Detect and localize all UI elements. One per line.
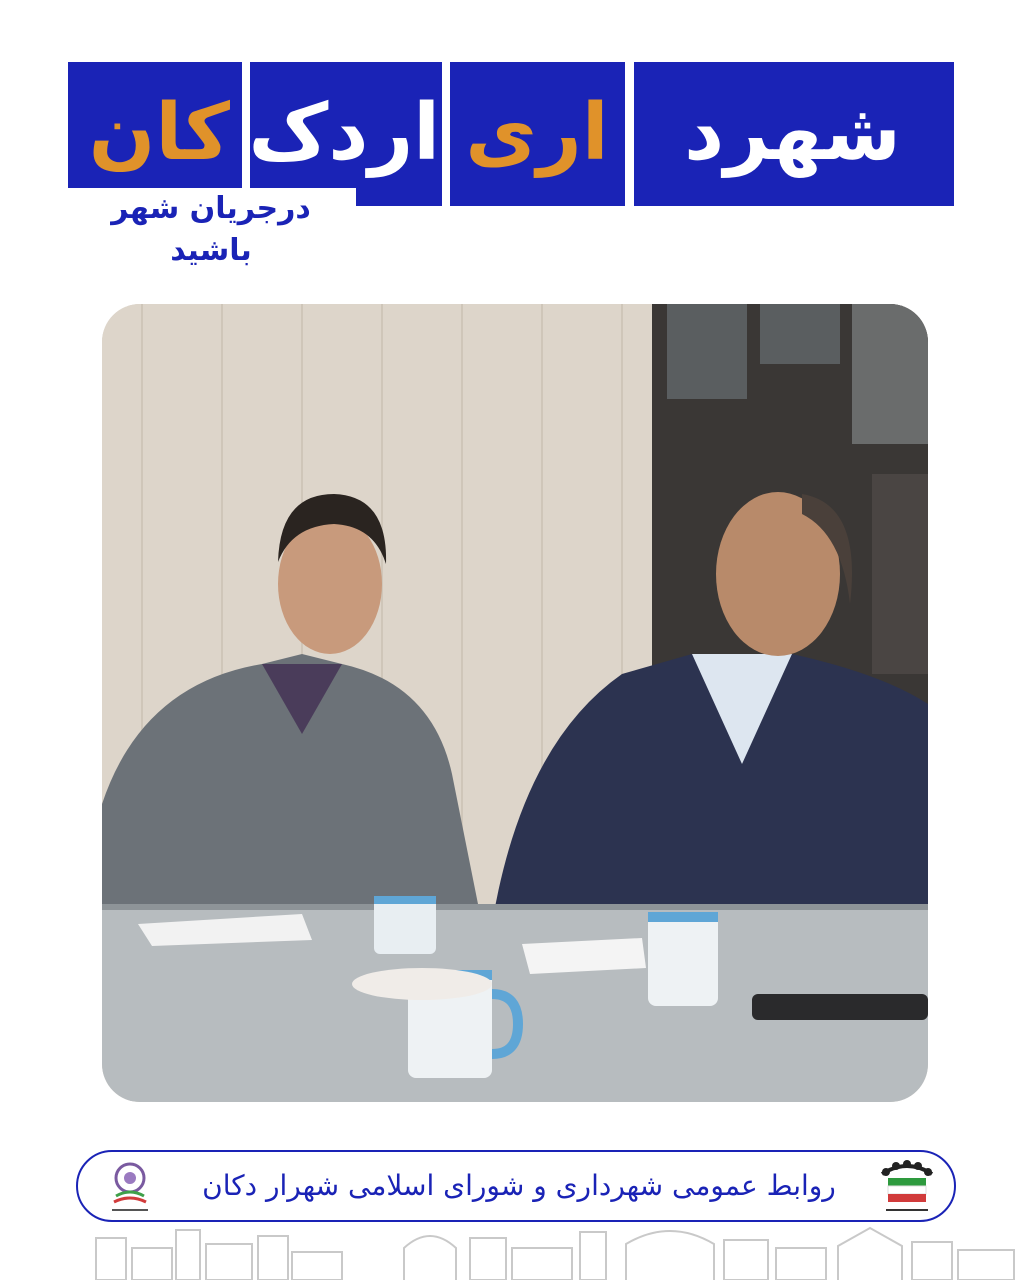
header-segment-2: اردک	[248, 88, 440, 178]
city-skyline-illustration	[0, 1218, 1024, 1280]
islamic-council-emblem-icon	[874, 1158, 940, 1216]
footer-text: روابط عمومی شهرداری و شورای اسلامی شهرار دکان	[202, 1169, 836, 1202]
header-segment-4: شهرد	[684, 88, 901, 178]
meeting-photo	[102, 304, 928, 1102]
tagline: درجریان شهر باشید	[66, 188, 356, 232]
header-segment-3: اری	[465, 88, 609, 178]
header-segment-1: کان	[88, 88, 230, 178]
meeting-photo-drawing	[102, 304, 928, 1102]
ardakan-municipality-logo-icon	[100, 1158, 160, 1216]
